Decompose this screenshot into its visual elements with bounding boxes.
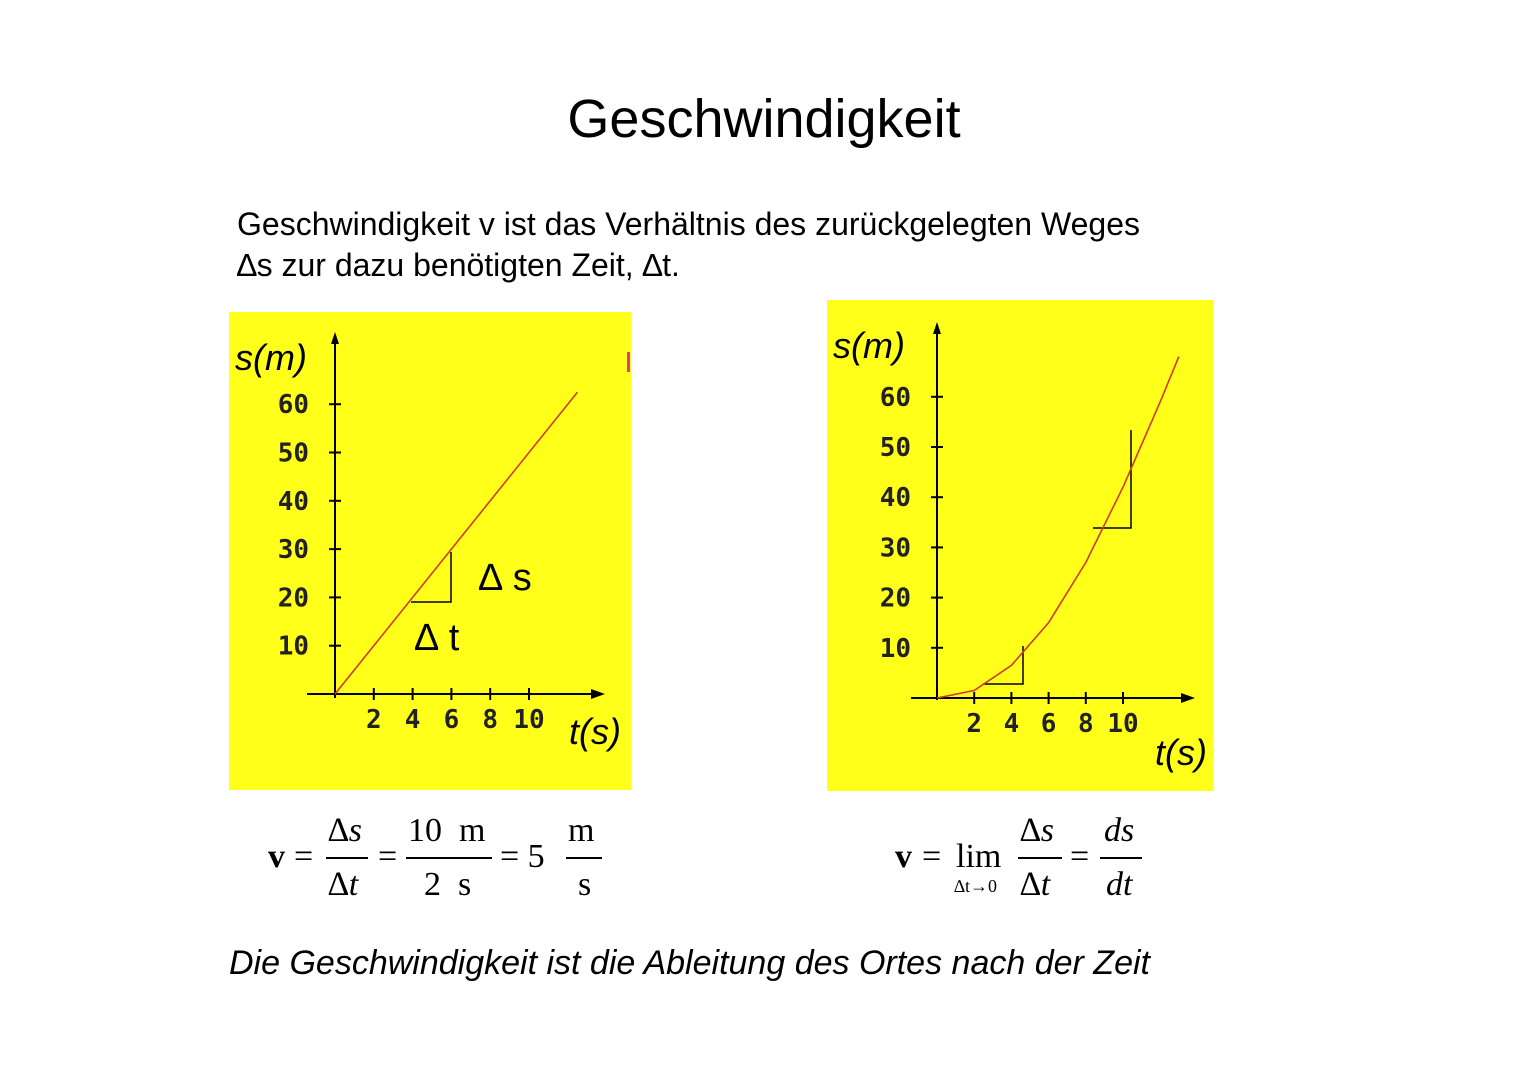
- fraction-3-numerator: m: [568, 812, 595, 849]
- intro-line-2: ∆s zur dazu benötigten Zeit, ∆t.: [237, 247, 680, 283]
- x-tick-label: 6: [443, 705, 460, 735]
- fraction-1-numerator: ∆s: [328, 812, 363, 849]
- y-axis: [933, 322, 941, 700]
- x-tick-label: 2: [365, 705, 382, 735]
- limit-operator: lim: [956, 838, 1002, 875]
- tangent-triangle-small: [983, 646, 1023, 684]
- fraction-2-denominator: 2 s: [424, 866, 472, 903]
- delta-t-label: ∆ t: [415, 617, 460, 659]
- y-tick-label: 30: [277, 535, 309, 566]
- x-tick-label: 10: [513, 705, 545, 735]
- fraction-2-bar: [1100, 857, 1142, 859]
- y-tick-label: 60: [879, 382, 911, 413]
- x-tick-label: 8: [1077, 709, 1094, 739]
- y-tick-label: 60: [277, 390, 309, 421]
- y-tick-label: 10: [879, 633, 911, 664]
- fraction-2-denominator: dt: [1106, 866, 1133, 903]
- y-axis-label: s(m): [833, 325, 905, 366]
- fraction-2-numerator: ds: [1104, 812, 1135, 849]
- linear-chart: [229, 312, 631, 790]
- delta-triangle: [411, 552, 451, 602]
- x-axis: [307, 689, 605, 699]
- data-series-line: [937, 357, 1179, 698]
- y-tick-label: 10: [277, 631, 309, 662]
- x-axis-arrow-icon: [591, 689, 605, 699]
- intro-paragraph: [237, 204, 1337, 286]
- formula-equals-2: =: [1070, 838, 1090, 875]
- y-tick-label: 20: [277, 583, 309, 614]
- y-tick-label: 40: [277, 486, 309, 517]
- fraction-3-bar: [566, 857, 602, 859]
- fraction-3-denominator: s: [578, 866, 592, 903]
- y-tick-label: 50: [879, 433, 911, 463]
- delta-s-label: ∆ s: [479, 557, 532, 599]
- limit-subscript: ∆t→0: [954, 876, 998, 896]
- conclusion-text: Die Geschwindigkeit ist die Ableitung des Ortes nach der Zeit: [229, 944, 1150, 982]
- formula-result: = 5: [500, 838, 545, 875]
- fraction-1-denominator: ∆t: [328, 866, 359, 903]
- x-tick-label: 4: [404, 705, 421, 735]
- x-tick-label: 4: [1003, 709, 1020, 739]
- fraction-1-bar: [326, 857, 368, 859]
- page-title: Geschwindigkeit: [567, 89, 961, 149]
- y-axis-label: s(m): [235, 337, 307, 378]
- y-tick-label: 20: [879, 583, 911, 614]
- x-tick-label: 2: [966, 709, 983, 739]
- x-tick-label: 10: [1107, 709, 1139, 739]
- fraction-1-denominator: ∆t: [1020, 866, 1051, 903]
- x-axis-label: t(s): [1155, 732, 1207, 773]
- fraction-1-bar: [1018, 857, 1062, 859]
- fraction-1-numerator: ∆s: [1020, 812, 1055, 849]
- y-axis: [331, 332, 339, 698]
- y-tick-label: 30: [879, 533, 911, 564]
- formula-equals: =: [922, 838, 942, 875]
- y-tick-label: 40: [879, 483, 911, 514]
- formula-v: v: [895, 838, 912, 875]
- quadratic-chart-panel: [827, 300, 1213, 791]
- quadratic-chart: [827, 300, 1213, 791]
- x-axis-label: t(s): [569, 711, 621, 752]
- fraction-2-numerator: 10 m: [408, 812, 486, 849]
- tangent-triangle-large: [1093, 430, 1131, 528]
- intro-line-1: Geschwindigkeit v ist das Verhältnis des zurückgelegten Weges: [237, 206, 1140, 242]
- y-tick-label: 50: [277, 438, 309, 469]
- x-axis-arrow-icon: [1181, 693, 1195, 703]
- fraction-2-bar: [406, 857, 492, 859]
- linear-chart-panel: [229, 312, 631, 790]
- y-axis-arrow-icon: [331, 332, 339, 344]
- y-axis-arrow-icon: [933, 322, 941, 334]
- formula-equals-2: =: [378, 838, 398, 875]
- x-tick-label: 8: [482, 705, 499, 735]
- formula-equals: =: [294, 838, 314, 875]
- edge-mark: [627, 352, 630, 372]
- formula-v: v: [268, 838, 285, 875]
- x-tick-label: 6: [1040, 709, 1057, 739]
